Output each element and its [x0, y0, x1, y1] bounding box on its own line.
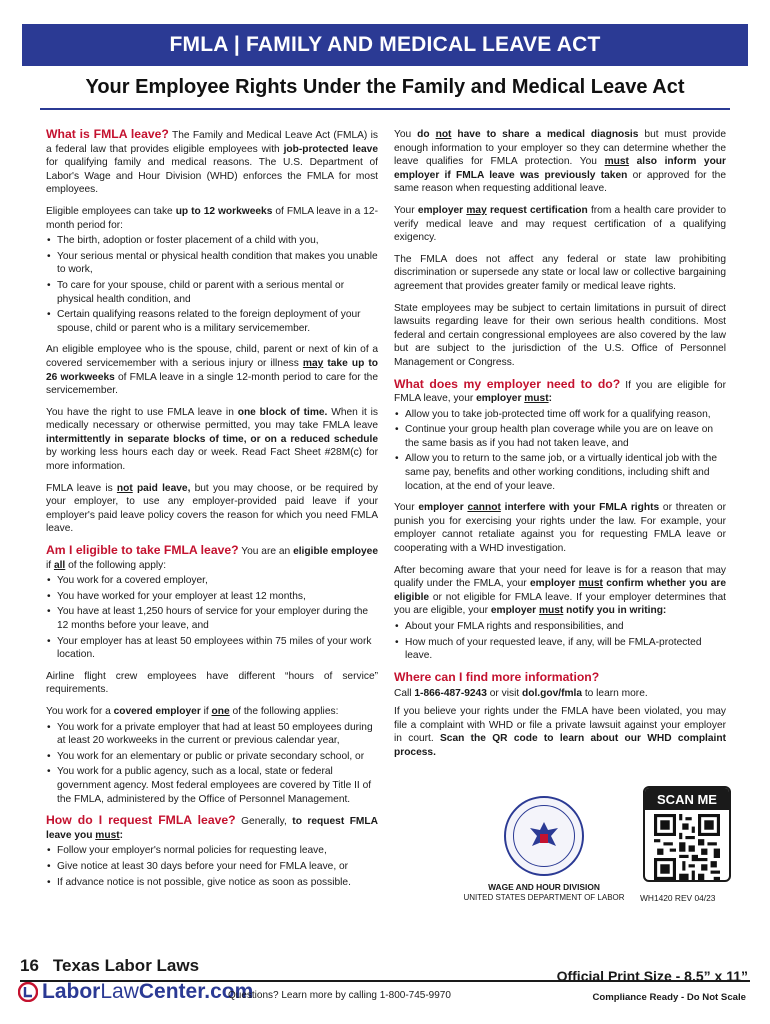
heading-am-i-eligible: Am I eligible to take FMLA leave? [46, 543, 239, 558]
text-bold: : [119, 829, 124, 841]
eligibility-list [46, 574, 378, 662]
list-item: • You work for a covered employer, [46, 574, 378, 588]
text-bold: have to share a medical diagnosis [451, 129, 639, 140]
leave-amount [46, 205, 378, 232]
text-bold: one block of time. [237, 406, 328, 418]
text-bold: take up to 26 workweeks [46, 357, 378, 383]
laborlawcenter-logo[interactable] [18, 980, 253, 1004]
list-item: • You have worked for your employer at least 12 months, [46, 590, 378, 604]
text-underline: all [53, 559, 66, 571]
seal-ring [513, 805, 575, 867]
text-underline: cannot [467, 502, 501, 514]
text-bold: employer [476, 393, 525, 405]
text: if [46, 559, 54, 571]
employer-duties-intro [394, 378, 726, 406]
other-laws-note: The FMLA does not affect any federal or state law prohibiting discrimination or supersede any state or local law or collective bargaining agreement that provides greater family or medical leave rights. [394, 253, 726, 292]
website-link[interactable]: dol.gov/fmla [522, 688, 583, 700]
text: of FMLA leave in a 12-month period for: [46, 205, 378, 231]
header-banner [22, 24, 748, 66]
text: or approved for the same reason when requesting additional leave. [394, 169, 726, 195]
text: If you believe your rights under the FMLA have been violated, you may file a complaint with WHD or file a private lawsuit against your employer in court. [394, 705, 726, 745]
logo-text [42, 980, 253, 1004]
text-underline: must [578, 578, 603, 590]
list-item: • About your FMLA rights and responsibilities, and [394, 620, 726, 634]
text: but you may choose, or be required by your employer, to use any employer-provided paid leave if your employer's paid leave policy covers the reason for which you need FMLA leave. [46, 482, 378, 535]
state-employees-note: State employees may be subject to certain limitations in pursuit of direct lawsuits regarding leave for their own serious health conditions. Most federal and certain congressional employees are also covered by the law but are subject to the jurisdiction of the U.S. Office of Personnel Management or Congress. [394, 302, 726, 368]
text-bold: also inform your employer if FMLA leave was previously taken [394, 156, 726, 181]
list-item: • Your employer has at least 50 employees within 75 miles of your work location. [46, 635, 378, 662]
text-underline: must [604, 156, 629, 168]
text: An eligible employee who is the spouse, child, parent or next of kin of a covered servicemember with a serious injury or illness [46, 344, 378, 369]
text-bold: to request FMLA leave you [46, 816, 378, 841]
text: FMLA leave is [46, 482, 117, 494]
dol-label: UNITED STATES DEPARTMENT OF LABOR [463, 893, 625, 902]
text-bold: Scan the QR code to learn about our WHD complaint process. [394, 733, 726, 758]
text: from a health care provider to verify medical leave and may request certification of a qualifying exigency. [394, 204, 726, 244]
text: of FMLA leave in a single 12-month period to care for the servicemember. [46, 371, 378, 397]
airline-note: Airline flight crew employees have different “hours of service” requirements. [46, 670, 378, 696]
text: or visit [486, 688, 523, 700]
list-item: • You work for a private employer that had at least 50 employees during at least 20 workweeks in the current or previous calendar year, [46, 721, 378, 748]
text-underline: may [302, 357, 324, 369]
text-bold: employer [490, 605, 539, 617]
logo-part: Law [100, 980, 139, 1003]
fmla-definition [46, 128, 378, 197]
revision-label: WH1420 REV 04/23 [640, 893, 716, 903]
list-item: • Certain qualifying reasons related to the foreign deployment of your spouse, child or parent who is a military servicemember. [46, 308, 378, 335]
phone-link[interactable]: 1-866-487-9243 [414, 688, 487, 700]
list-item: • Give notice at least 30 days before your need for FMLA leave, or [46, 860, 378, 874]
text: but must provide enough information to your employer so they can determine whether the leave qualifies for FMLA protection. You [394, 129, 726, 168]
eagle-icon [524, 816, 564, 856]
list-item: • Follow your employer's normal policies for requesting leave, [46, 844, 378, 858]
questions-phone: Questions? Learn more by calling 1-800-745-9970 [228, 990, 451, 1001]
text-bold: job-protected leave [283, 143, 378, 155]
page-title: Your Employee Rights Under the Family and Medical Leave Act [85, 76, 685, 98]
text-bold: confirm whether you are eligible [394, 578, 726, 603]
text: You [394, 129, 418, 140]
intermittent-leave [46, 406, 378, 474]
text-bold: up to 12 workweeks [175, 205, 273, 217]
eligibility-notice [394, 564, 726, 618]
more-info-heading [394, 671, 726, 686]
logo-emblem-icon [18, 982, 38, 1002]
title-divider [40, 108, 730, 110]
wage-hour-division-label: WAGE AND HOUR DIVISION [488, 882, 600, 892]
banner-text: FMLA | FAMILY AND MEDICAL LEAVE ACT [169, 33, 601, 56]
text: by working less hours each day or week. Read Fact Sheet #28M(c) for more information. [46, 447, 378, 473]
list-item: • If advance notice is not possible, give notice as soon as possible. [46, 876, 378, 890]
text: for qualifying family and medical reasons. The U.S. Department of Labor's Wage and Hour Division (WHD) enforces the FMLA for most employees. [46, 157, 378, 196]
text: of the following apply: [65, 559, 167, 571]
right-column [394, 128, 726, 767]
page-number: 16 [20, 956, 39, 975]
request-list [46, 844, 378, 889]
logo-part: Labor [42, 980, 101, 1003]
text-bold: covered employer [113, 705, 201, 717]
text: The Family and Medical Leave Act (FMLA) is a federal law that provides eligible employees with [46, 130, 378, 155]
text-underline: one [211, 705, 230, 717]
list-item: • You work for an elementary or public or private secondary school, or [46, 750, 378, 764]
eligibility-intro [46, 544, 378, 572]
text-bold: notify you in writing: [563, 605, 667, 617]
text: if [200, 705, 212, 717]
scan-me-label: SCAN ME [645, 788, 729, 810]
text: You have the right to use FMLA leave in [46, 406, 238, 418]
text: After becoming aware that your need for leave is for a reason that may qualify under the FMLA, your [394, 564, 726, 590]
text: Your [394, 502, 419, 514]
logo-part: Center.com [138, 980, 254, 1003]
complaint-info [394, 705, 726, 759]
employer-duties-list [394, 408, 726, 494]
text-bold: request certification [486, 204, 588, 216]
covered-employer-intro [46, 705, 378, 719]
diagnosis-note [394, 128, 726, 196]
paid-leave [46, 482, 378, 536]
request-intro [46, 814, 378, 842]
text-bold: paid leave, [132, 482, 191, 494]
qualifying-reasons-list [46, 234, 378, 335]
text-underline: must [538, 605, 564, 617]
text-underline: must [95, 829, 120, 841]
list-item: • How much of your requested leave, if any, will be FMLA-protected leave. [394, 636, 726, 663]
servicemember-leave [46, 343, 378, 397]
list-item: • You work for a public agency, such as a local, state or federal government agency. Most federal employees are covered by Title II of the FMLA, administered by the Office of Personnel Management. [46, 765, 378, 806]
heading-more-info: Where can I find more information? [394, 669, 600, 684]
text: Call [394, 688, 415, 700]
contact-info [394, 687, 726, 701]
list-item: • To care for your spouse, child or parent with a serious mental or physical health condition, and [46, 279, 378, 306]
qr-code-icon [654, 814, 720, 880]
no-interference-note [394, 501, 726, 555]
text-bold: intermittently in separate blocks of time, or on a reduced schedule [46, 433, 378, 445]
text: Eligible employees can take [46, 205, 176, 217]
text-underline: must [524, 393, 549, 405]
text: Your [394, 204, 418, 216]
list-item: • Allow you to return to the same job, or a virtually identical job with the same pay, benefits and other working conditions, including shift and location, at the end of your leave. [394, 452, 726, 493]
text-bold: : [548, 393, 552, 405]
list-item: • Your serious mental or physical health condition that makes you unable to work, [46, 250, 378, 277]
dol-seal-icon [504, 796, 584, 876]
text-bold: employer [418, 502, 468, 514]
text: If you are eligible for FMLA leave, your [394, 379, 726, 405]
certification-note [394, 204, 726, 245]
heading-employer-duties: What does my employer need to do? [394, 376, 621, 391]
text: When it is medically necessary or otherwise permitted, you may take FMLA leave [46, 406, 378, 432]
official-print-size: Official Print Size - 8.5” x 11” [556, 968, 748, 984]
footer-page-title [20, 956, 199, 976]
text: You work for a [46, 705, 114, 717]
notice-list [394, 620, 726, 663]
text-underline: may [466, 204, 487, 216]
text-bold: do [417, 129, 436, 140]
left-column [46, 128, 378, 897]
text-bold: interfere with your FMLA rights [500, 502, 660, 514]
text: or threaten or punish you for exercising your rights under the law. For example, your employer cannot retaliate against you for requesting FMLA leave or cooperating with a WHD investigation. [394, 502, 726, 555]
list-item: • The birth, adoption or foster placement of a child with you, [46, 234, 378, 248]
text-underline: not [116, 482, 133, 494]
compliance-note: Compliance Ready - Do Not Scale [592, 992, 746, 1003]
covered-employer-list [46, 721, 378, 807]
text-bold: employer [530, 578, 579, 590]
text-bold: eligible employee [293, 546, 378, 558]
heading-how-request: How do I request FMLA leave? [46, 813, 236, 828]
list-item: • Allow you to take job-protected time off work for a qualifying reason, [394, 408, 726, 422]
text: of the following applies: [229, 705, 339, 717]
text-bold: employer [417, 204, 467, 216]
text: to learn more. [582, 688, 648, 700]
text-underline: not [435, 129, 452, 140]
list-item: • You have at least 1,250 hours of service for your employer during the 12 months before your leave, and [46, 605, 378, 632]
qr-code-block[interactable] [643, 786, 731, 882]
text: Generally, [235, 816, 293, 828]
heading-what-is-fmla: What is FMLA leave? [46, 127, 169, 141]
list-item: • Continue your group health plan coverage while you are on leave on the same basis as if you had not taken leave, and [394, 423, 726, 450]
text: You are an [238, 546, 294, 558]
text: or not eligible for FMLA leave. If your employer determines that you are eligible, your [394, 591, 726, 617]
state-title: Texas Labor Laws [52, 956, 200, 975]
